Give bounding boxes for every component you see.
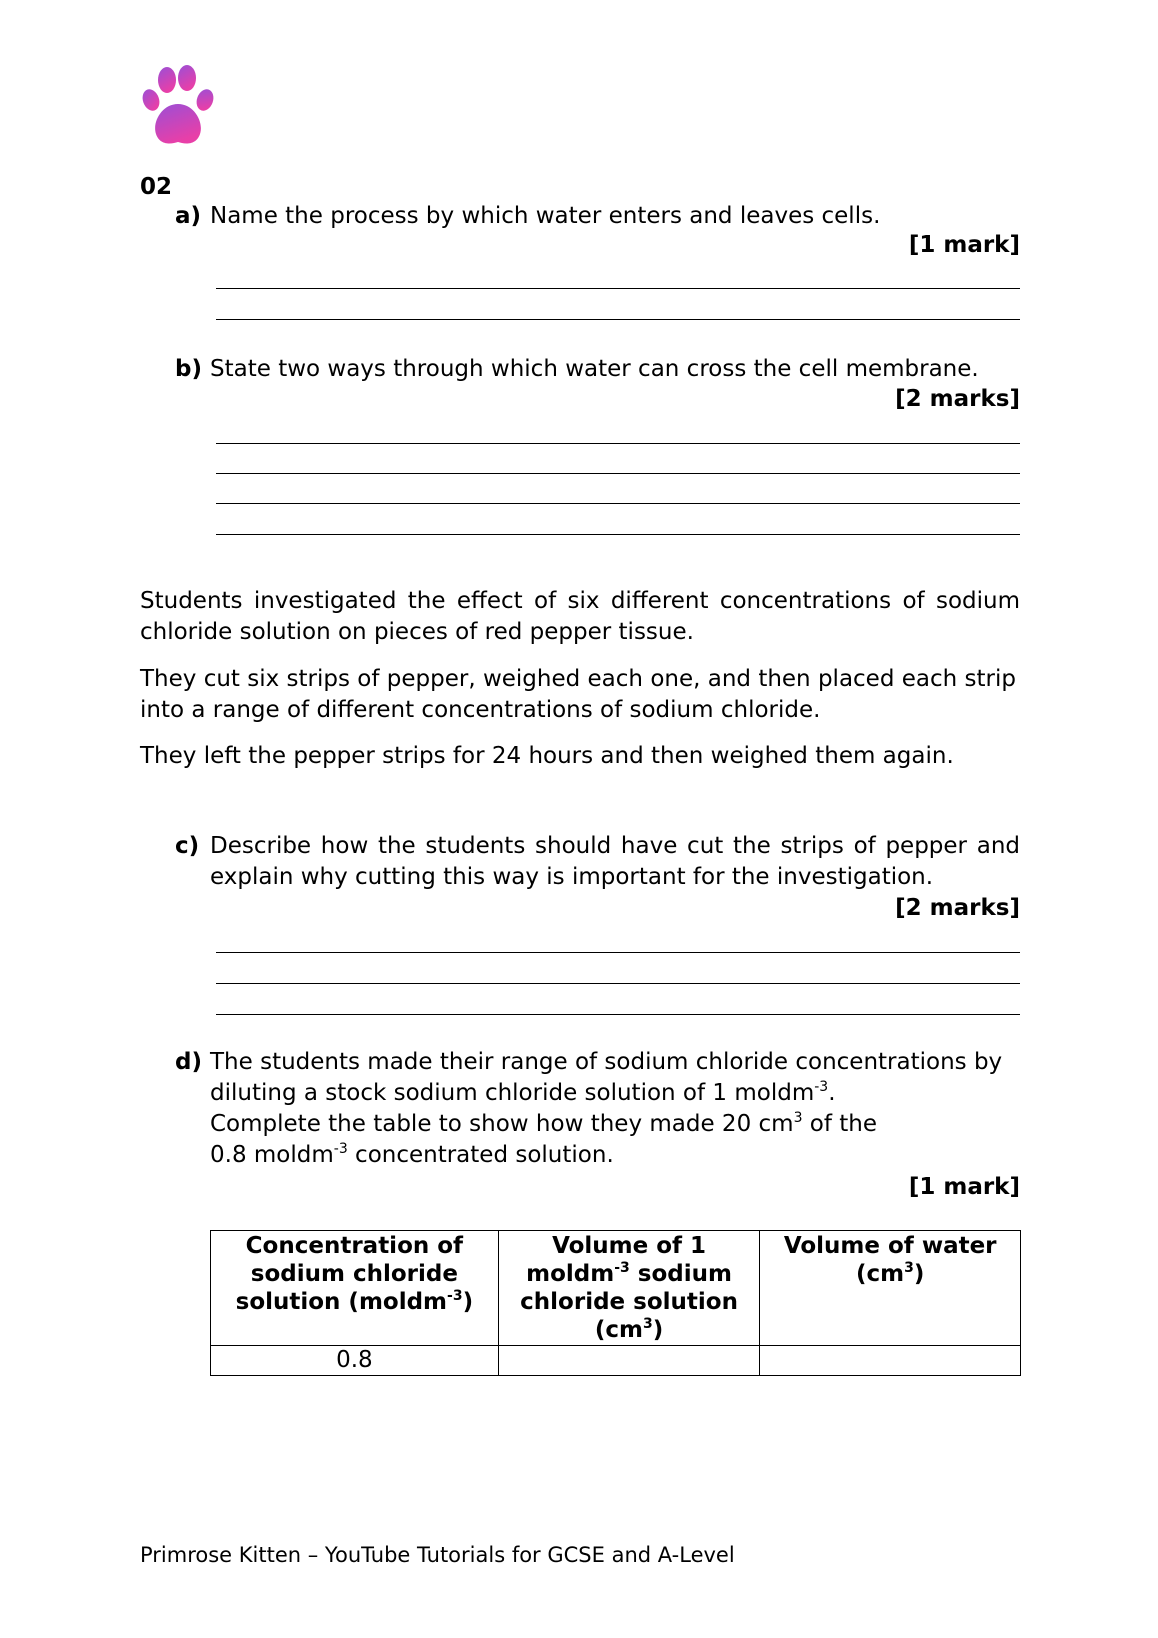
question-number: 02 — [140, 174, 173, 200]
answer-line[interactable] — [216, 952, 1020, 953]
answer-line[interactable] — [216, 443, 1020, 444]
context-paragraph-3: They left the pepper strips for 24 hours and then weighed them again. — [140, 743, 954, 769]
question-d-marks: [1 mark] — [908, 1174, 1020, 1200]
table-header-row — [211, 1231, 1021, 1346]
question-d-line-1: The students made their range of sodium chloride concentrations by — [210, 1049, 1003, 1075]
question-d-label: d) — [175, 1049, 202, 1075]
dilution-table — [210, 1230, 1021, 1376]
question-a-text: Name the process by which water enters and leaves cells. — [210, 203, 881, 229]
question-d-text — [210, 1047, 1020, 1171]
cell-stock-volume-answer[interactable] — [498, 1346, 760, 1376]
question-b-label: b) — [175, 356, 202, 382]
answer-line[interactable] — [216, 983, 1020, 984]
question-c-label: c) — [175, 833, 200, 859]
paw-print-icon — [140, 64, 218, 148]
answer-line[interactable] — [216, 503, 1020, 504]
question-b — [175, 354, 1020, 385]
question-c — [175, 831, 1020, 893]
context-paragraph-2: They cut six strips of pepper, weighed each one, and then placed each strip into a range of different concentrations of sodium chloride. — [140, 666, 1016, 723]
question-d-line-4: 0.8 moldm$^{-3}$ concentrated solution. — [210, 1141, 614, 1168]
question-c-text: Describe how the students should have cut the strips of pepper and explain why cutting this way is important for the investigation. — [210, 833, 1020, 890]
answer-line[interactable] — [216, 534, 1020, 535]
answer-line[interactable] — [216, 319, 1020, 320]
question-d-line-3: Complete the table to show how they made 20 $cm^3$ of the — [210, 1110, 878, 1137]
answer-line[interactable] — [216, 473, 1020, 474]
question-d — [175, 1047, 1020, 1171]
cell-concentration: 0.8 — [211, 1346, 499, 1376]
page-footer: Primrose Kitten – YouTube Tutorials for GCSE and A-Level — [140, 1543, 735, 1567]
header-concentration: Concentration of sodium chloride solution (moldm$^{-3}$) — [211, 1231, 499, 1346]
question-c-marks: [2 marks] — [895, 895, 1020, 921]
answer-line[interactable] — [216, 288, 1020, 289]
context-paragraph-1: Students investigated the effect of six different concentrations of sodium chloride solution on pieces of red pepper tissue. — [140, 588, 1020, 645]
question-a — [175, 201, 1020, 232]
question-a-marks: [1 mark] — [908, 232, 1020, 258]
question-d-line-2: diluting a stock sodium chloride solution of 1 moldm$^{-3}$. — [210, 1079, 836, 1106]
header-water-volume: Volume of water $(cm^3)$ — [760, 1231, 1021, 1346]
header-stock-volume: Volume of 1 moldm$^{-3}$ sodium chloride solution $(cm^3)$ — [498, 1231, 760, 1346]
question-b-text: State two ways through which water can cross the cell membrane. — [210, 356, 979, 382]
answer-line[interactable] — [216, 1014, 1020, 1015]
question-b-marks: [2 marks] — [895, 386, 1020, 412]
table-row — [211, 1346, 1021, 1376]
question-a-label: a) — [175, 203, 202, 229]
cell-water-volume-answer[interactable] — [760, 1346, 1021, 1376]
